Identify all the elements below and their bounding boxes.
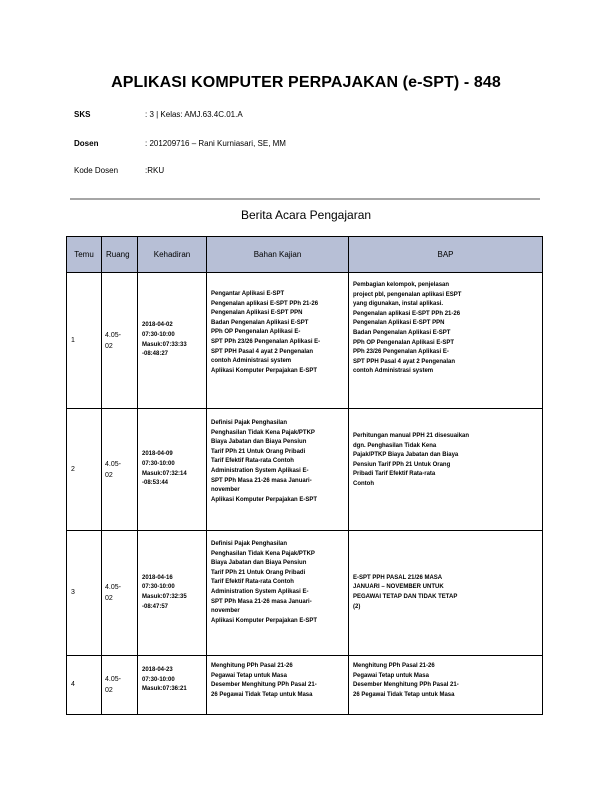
- col-temu: Temu: [67, 237, 102, 273]
- bap-cell: Menghitung PPh Pasal 21-26 Pegawai Tetap untuk Masa Desember Menghitung PPh Pasal 21- 26 Pegawai Tidak Tetap untuk Masa: [353, 663, 459, 698]
- bahan-kajian-cell: Definisi Pajak Penghasilan Penghasilan Tidak Kena Pajak/PTKP Biaya Jabatan dan Biaya Pensiun Tarif PPh 21 Untuk Orang Pribadi Tarif Efektif Rata-rata Contoh Administration System Aplikasi E- SPT PPh Masa 21-26 masa Januari- november Aplikasi Komputer Perpajakan E-SPT: [211, 420, 318, 503]
- bap-cell: E-SPT PPH PASAL 21/26 MASA JANUARI – NOVEMBER UNTUK PEGAWAI TETAP DAN TIDAK TETAP (2): [353, 574, 458, 610]
- kehadiran-cell: 2018-04-23 07:30-10:00 Masuk:07:36:21: [142, 667, 187, 693]
- col-bap: BAP: [349, 237, 543, 273]
- table-header-row: [67, 237, 543, 273]
- col-ruang: Ruang: [102, 237, 138, 273]
- kode-dosen-value: :RKU: [145, 166, 165, 175]
- bahan-kajian-cell: Menghitung PPh Pasal 21-26 Pegawai Tetap untuk Masa Desember Menghitung PPh Pasal 21- 26 Pegawai Tidak Tetap untuk Masa: [211, 663, 317, 698]
- col-kehadiran: Kehadiran: [138, 237, 207, 273]
- dosen-label: Dosen: [74, 139, 99, 148]
- kehadiran-cell: 2018-04-16 07:30-10:00 Masuk:07:32:35 -08:47:57: [142, 574, 187, 610]
- table-row: [67, 273, 543, 409]
- ruang-cell: 4.05- 02: [105, 584, 121, 602]
- temu-cell: 2: [71, 465, 75, 473]
- ruang-cell: 4.05- 02: [105, 460, 121, 479]
- bahan-kajian-cell: Definisi Pajak Penghasilan Penghasilan Tidak Kena Pajak/PTKP Biaya Jabatan dan Biaya Pensiun Tarif PPh 21 Untuk Orang Pribadi Tarif Efektif Rata-rata Contoh Administration System Aplikasi E- SPT PPh Masa 21-26 masa Januari- november Aplikasi Komputer Perpajakan E-SPT: [211, 541, 318, 624]
- bahan-kajian-cell: Pengantar Aplikasi E-SPT Pengenalan aplikasi E-SPT PPh 21-26 Pengenalan Aplikasi E-SPT PPN Badan Pengenalan Aplikasi E-SPT PPh OP Pengenalan Aplikasi E- SPT PPh 23/26 Pengenalan Aplikasi E- SPT PPH Pasal 4 ayat 2 Pengenalan contoh Administrasi system Aplikasi Komputer Perpajakan E-SPT: [211, 291, 321, 374]
- section-title: Berita Acara Pengajaran: [240, 208, 372, 222]
- col-bahan-kajian: Bahan Kajian: [207, 237, 349, 273]
- bap-cell: Pembagian kelompok, penjelasan project pbl, pengenalan aplikasi ESPT yang digunakan, instal aplikasi. Pengenalan aplikasi E-SPT PPh 21-26 Pengenalan Aplikasi E-SPT PPN Badan Pengenalan Aplikasi E-SPT PPh OP Pengenalan Aplikasi E-SPT PPh 23/26 Pengenalan Aplikasi E- SPT PPH Pasal 4 ayat 2 Pengenalan contoh Administrasi system: [353, 282, 462, 375]
- ruang-cell: 4.05- 02: [105, 676, 121, 694]
- dosen-value: : 201209716 – Rani Kurniasari, SE, MM: [145, 139, 286, 148]
- bap-cell: Perhitungan manual PPH 21 disesuaikan dgn. Penghasilan Tidak Kena Pajak/PTKP Biaya Jabatan dan Biaya Pensiun Tarif PPh 21 Untuk Orang Pribadi Tarif Efektif Rata-rata Contoh: [353, 433, 470, 487]
- bap-table: [66, 236, 543, 715]
- page-title: APLIKASI KOMPUTER PERPAJAKAN (e-SPT) - 848: [111, 74, 501, 91]
- temu-cell: 4: [71, 681, 75, 689]
- table-row: [67, 531, 543, 656]
- kode-dosen-label: Kode Dosen: [74, 166, 119, 175]
- sks-label: SKS: [74, 110, 91, 119]
- divider: [70, 198, 540, 200]
- temu-cell: 1: [71, 336, 75, 344]
- sks-value: : 3 | Kelas: AMJ.63.4C.01.A: [145, 110, 243, 119]
- kehadiran-cell: 2018-04-09 07:30-10:00 Masuk:07:32:14 -08:53:44: [142, 451, 187, 487]
- table-row: [67, 409, 543, 531]
- temu-cell: 3: [71, 589, 75, 597]
- kehadiran-cell: 2018-04-02 07:30-10:00 Masuk:07:33:33 -08:48:27: [142, 322, 187, 358]
- table-row: [67, 656, 543, 715]
- ruang-cell: 4.05- 02: [105, 331, 121, 350]
